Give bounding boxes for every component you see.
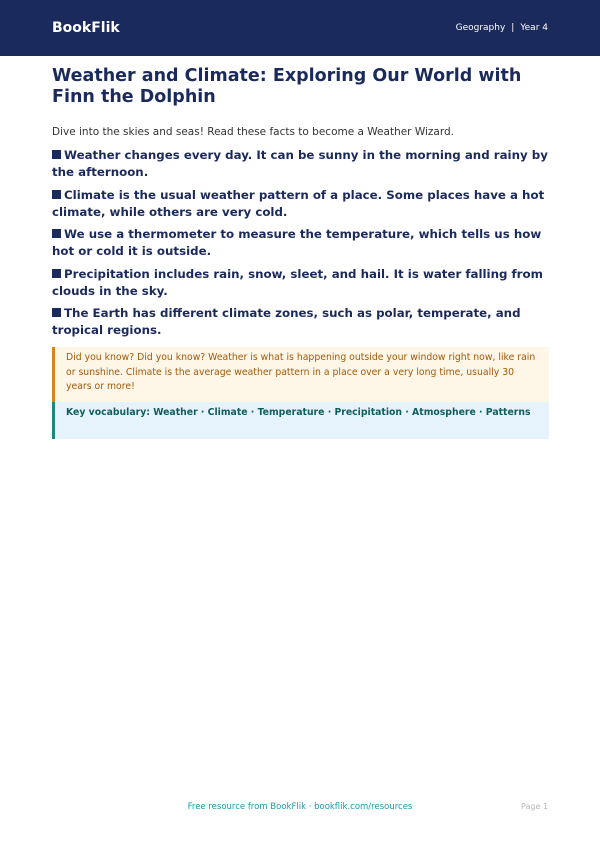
fact-text: We use a thermometer to measure the temperature, which tells us how hot or cold it is outside. (52, 227, 542, 258)
fact-list (52, 147, 549, 339)
vocabulary-text: Key vocabulary: Weather · Climate · Temperature · Precipitation · Atmosphere · Patterns (66, 406, 531, 418)
fact-item (52, 266, 549, 300)
fact-text: The Earth has different climate zones, such as polar, temperate, and tropical regions. (52, 306, 521, 337)
page-title: Weather and Climate: Exploring Our World with Finn the Dolphin (52, 66, 522, 107)
callout-text: Did you know? Did you know? Weather is what is happening outside your window right now, like rain or sunshine. Climate is the average weather pattern in a place over a very long time, usually 30 years or more! (66, 352, 536, 392)
square-bullet-icon (52, 150, 61, 159)
square-bullet-icon (52, 269, 61, 278)
subject-label: Geography (455, 23, 506, 33)
square-bullet-icon (52, 308, 61, 317)
fact-text: Climate is the usual weather pattern of a place. Some places have a hot climate, while others are very cold. (52, 187, 545, 219)
fact-text: Weather changes every day. It can be sunny in the morning and rainy by the afternoon. (52, 148, 548, 179)
fact-item (52, 187, 549, 221)
did-you-know-callout (52, 347, 549, 402)
footer-resource-link[interactable]: Free resource from BookFlik · bookflik.com/resources (187, 802, 413, 812)
page-header (0, 0, 600, 56)
fact-item (52, 305, 549, 339)
square-bullet-icon (52, 190, 61, 199)
fact-text: Precipitation includes rain, snow, sleet, and hail. It is water falling from clouds in the sky. (52, 266, 543, 298)
key-vocabulary-box (52, 402, 549, 439)
fact-item (52, 147, 549, 181)
year-level-label: Year 4 (520, 23, 548, 33)
fact-item (52, 226, 549, 260)
header-meta (456, 23, 548, 33)
meta-separator: | (511, 23, 515, 33)
square-bullet-icon (52, 229, 61, 238)
intro-text: Dive into the skies and seas! Read these facts to become a Weather Wizard. (52, 126, 454, 138)
brand-logo-text[interactable]: BookFlik (52, 20, 120, 36)
main-content (52, 66, 549, 439)
page-number: Page 1 (521, 802, 548, 811)
